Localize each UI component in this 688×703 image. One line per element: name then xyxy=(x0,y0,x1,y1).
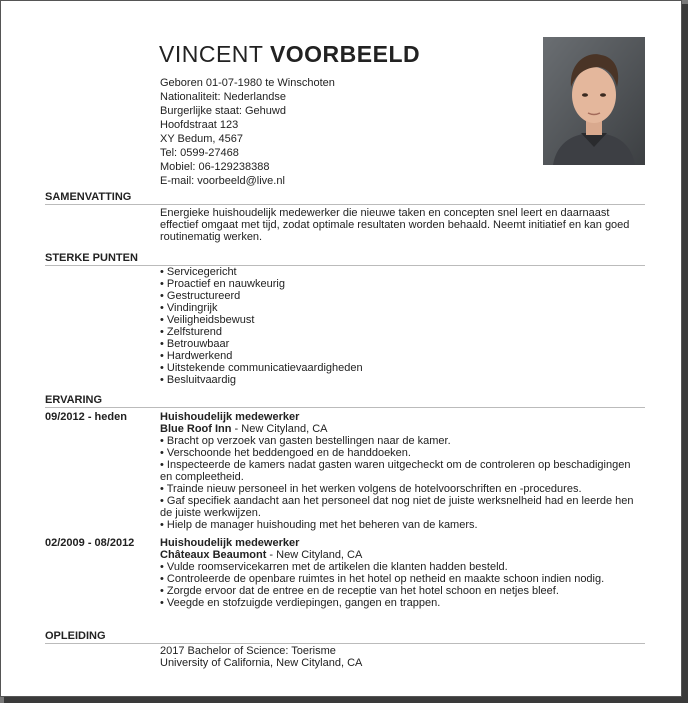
contact-line: Tel: 0599-27468 xyxy=(160,147,239,159)
list-item: • Gaf specifiek aandacht aan het personeel dat nog niet de juiste werksnelheid had en leerde hen de juiste werkwijzen. xyxy=(160,495,635,519)
list-item: • Veiligheidsbewust xyxy=(160,314,635,326)
job-entry xyxy=(160,411,635,531)
job-entry xyxy=(160,537,635,609)
list-item: • Betrouwbaar xyxy=(160,338,635,350)
list-item: • Besluitvaardig xyxy=(160,374,635,386)
list-item: • Trainde nieuw personeel in het werken volgens de hotelvoorschriften en -procedures. xyxy=(160,483,635,495)
education-heading: OPLEIDING xyxy=(45,630,106,642)
list-item: • Vulde roomservicekarren met de artikelen die klanten hadden besteld. xyxy=(160,561,635,573)
summary-text: Energieke huishoudelijk medewerker die nieuwe taken en concepten snel leert en daarnaast effectief omgaat met tijd, zodat optimale resultaten worden behaald. Neemt initiatief en kan goed routinematig werken. xyxy=(160,207,630,243)
contact-line: Hoofdstraat 123 xyxy=(160,119,239,131)
list-item: • Vindingrijk xyxy=(160,302,635,314)
list-item: • Servicegericht xyxy=(160,266,635,278)
list-item: • Inspecteerde de kamers nadat gasten waren uitgecheckt om de controleren op beschadigingen en compleetheid. xyxy=(160,459,635,483)
first-name: VINCENT xyxy=(159,41,264,67)
summary-divider xyxy=(45,204,645,205)
page-shadow-right xyxy=(682,4,688,703)
experience-divider xyxy=(45,407,645,408)
job-employer xyxy=(160,423,635,435)
list-item: • Gestructureerd xyxy=(160,290,635,302)
contact-line: XY Bedum, 4567 xyxy=(160,133,243,145)
profile-photo xyxy=(543,37,645,165)
candidate-name xyxy=(159,41,420,68)
page-shadow-bottom xyxy=(4,697,688,703)
education-line: 2017 Bachelor of Science: Toerisme xyxy=(160,645,336,657)
experience-heading: ERVARING xyxy=(45,394,103,406)
job-dates: 02/2009 - 08/2012 xyxy=(45,537,135,549)
list-item: • Zelfsturend xyxy=(160,326,635,338)
list-item: • Hielp de manager huishouding met het beheren van de kamers. xyxy=(160,519,635,531)
company-location: - New Cityland, CA xyxy=(231,423,328,435)
contact-line: E-mail: voorbeeld@live.nl xyxy=(160,175,285,187)
education-block xyxy=(160,645,635,669)
list-item: • Uitstekende communicatievaardigheden xyxy=(160,362,635,374)
list-item: • Veegde en stofzuigde verdiepingen, gangen en trappen. xyxy=(160,597,635,609)
list-item: • Hardwerkend xyxy=(160,350,635,362)
job-employer xyxy=(160,549,635,561)
contact-line: Mobiel: 06-129238388 xyxy=(160,161,270,173)
job-title: Huishoudelijk medewerker xyxy=(160,537,300,549)
strengths-heading: STERKE PUNTEN xyxy=(45,252,138,264)
company-name: Blue Roof Inn xyxy=(160,423,232,435)
list-item: • Verschoonde het beddengoed en de handdoeken. xyxy=(160,447,635,459)
list-item: • Controleerde de openbare ruimtes in het hotel op netheid en maakte schoon indien nodig. xyxy=(160,573,635,585)
contact-line: Burgerlijke staat: Gehuwd xyxy=(160,105,286,117)
company-name: Châteaux Beaumont xyxy=(160,549,267,561)
list-item: • Proactief en nauwkeurig xyxy=(160,278,635,290)
job-duties xyxy=(160,561,635,609)
job-duties xyxy=(160,435,635,531)
job-dates: 09/2012 - heden xyxy=(45,411,127,423)
summary-heading: SAMENVATTING xyxy=(45,191,132,203)
list-item: • Bracht op verzoek van gasten bestellingen naar de kamer. xyxy=(160,435,635,447)
contact-line: Geboren 01-07-1980 te Winschoten xyxy=(160,77,335,89)
contact-block xyxy=(160,76,335,188)
company-location: - New Cityland, CA xyxy=(266,549,363,561)
job-title: Huishoudelijk medewerker xyxy=(160,411,300,423)
education-line: University of California, New Cityland, CA xyxy=(160,657,363,669)
last-name: VOORBEELD xyxy=(269,41,421,67)
strengths-list xyxy=(160,266,635,386)
contact-line: Nationaliteit: Nederlandse xyxy=(160,91,286,103)
education-divider xyxy=(45,643,645,644)
list-item: • Zorgde ervoor dat de entree en de receptie van het hotel schoon en netjes bleef. xyxy=(160,585,635,597)
